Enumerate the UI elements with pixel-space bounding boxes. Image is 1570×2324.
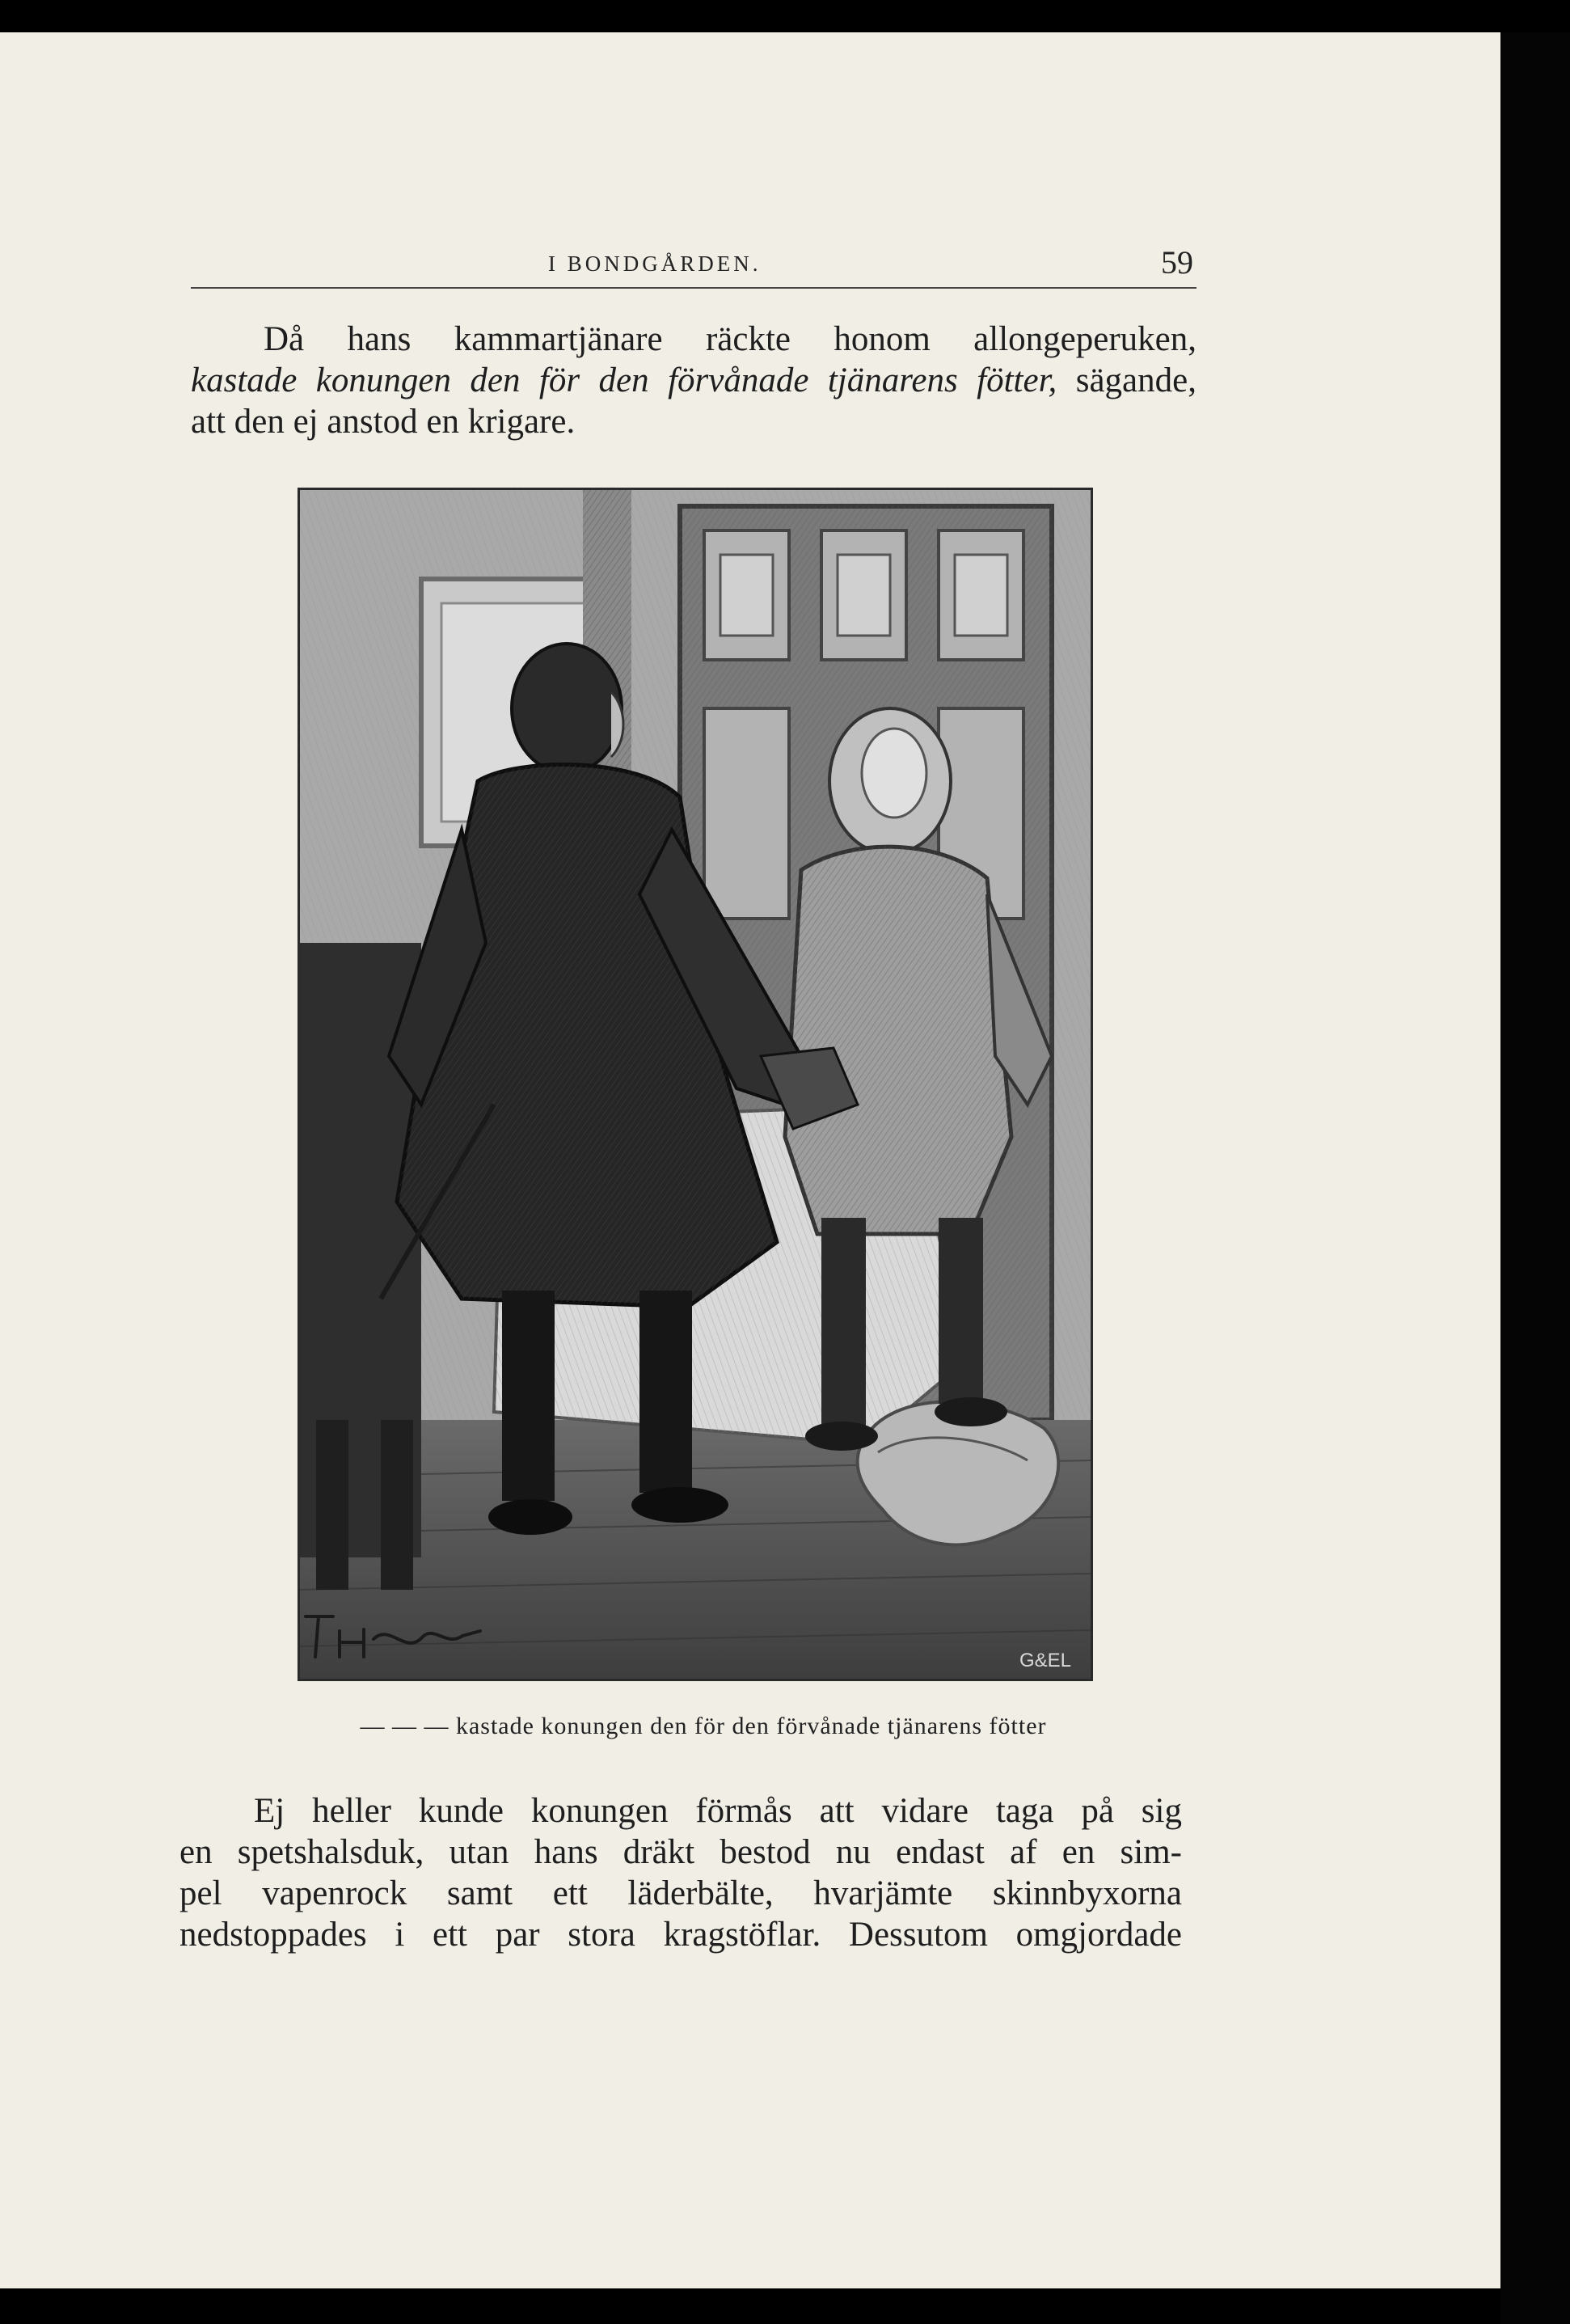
paragraph-1-line-3: att den ej anstod en krigare. — [191, 403, 576, 441]
paragraph-2-line-4: nedstoppades i ett par stora kragstöflar. Dessutom omgjordade — [179, 1916, 1182, 1954]
paragraph-1-line-2 — [191, 360, 1196, 401]
italic-phrase: kastade konungen den för den förvånade tjänarens fötter, — [191, 361, 1057, 399]
running-title: I BONDGÅRDEN. — [548, 251, 762, 276]
engraving-artwork — [300, 490, 1091, 1679]
page-number: 59 — [1161, 244, 1193, 281]
illustration — [298, 488, 1093, 1681]
artist-signature-icon — [301, 1607, 487, 1665]
paragraph-2-line-2: en spetshalsduk, utan hans dräkt bestod nu endast af en sim- — [179, 1833, 1182, 1871]
paragraph-1 — [191, 319, 1196, 442]
page-header — [191, 244, 1196, 289]
paragraph-2-line-1: Ej heller kunde konungen förmås att vidare taga på sig — [254, 1792, 1182, 1830]
paragraph-1-line-2-rest: sägande, — [1057, 361, 1196, 399]
page-edge-shadow — [1500, 32, 1570, 2324]
paragraph-1-line-1: Då hans kammartjänare räckte honom allongeperuken, — [264, 320, 1196, 358]
paragraph-2-line-3: pel vapenrock samt ett läderbälte, hvarjämte skinnbyxorna — [179, 1874, 1182, 1912]
engraver-mark: G&EL — [1019, 1650, 1072, 1671]
figure-caption: — — — kastade konungen den för den förvånade tjänarens fötter — [360, 1713, 1047, 1739]
paragraph-2 — [179, 1790, 1182, 1955]
